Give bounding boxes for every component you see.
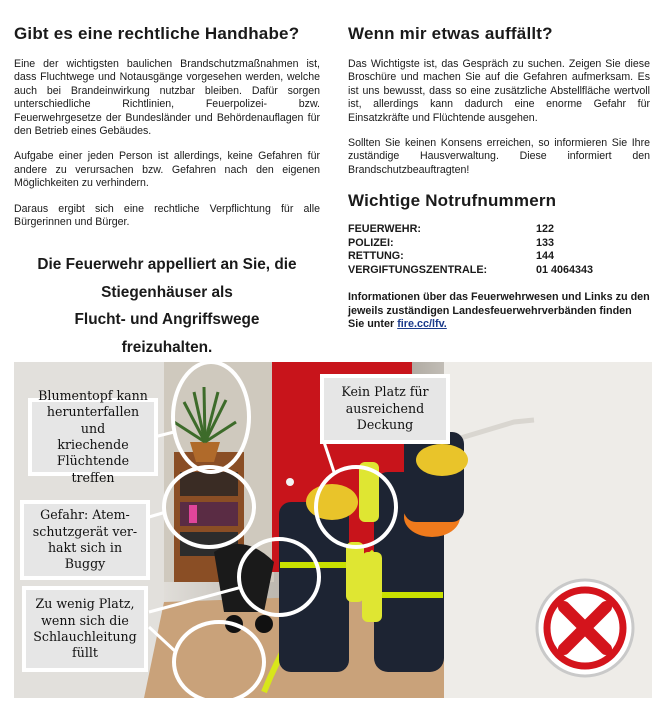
label-text: Blumentopf kann herunterfallen und kriechende Flüchtende treffen	[38, 387, 148, 485]
appeal-line: Die Feuerwehr appelliert an Sie, die	[37, 256, 297, 273]
paragraph-noticed-2: Sollten Sie keinen Konsens erreichen, so informieren Sie Ihre zuständige Hausverwaltung. Diese informiert den Brandschutzbeauftragten!	[348, 137, 650, 176]
label-text: Gefahr: Atem- schutzgerät ver- hakt sich in Buggy	[32, 507, 138, 572]
label-flowerpot	[28, 387, 158, 485]
firefighter-body	[279, 502, 349, 672]
paragraph-legal-3: Daraus ergibt sich eine rechtliche Verpflichtung für alle Bürgerinnen und Bürger.	[14, 202, 320, 229]
number-label: VERGIFTUNGSZENTRALE:	[348, 263, 488, 276]
paragraph-legal-2: Aufgabe einer jeden Person ist allerdings, keine Gefahren für andere zu verursachen bzw. Gefahren nach den eigenen Möglichkeiten zu verhindern.	[14, 150, 320, 190]
yellow-helmet	[306, 484, 358, 520]
reflective-stripe	[280, 562, 348, 568]
stairwell-photo	[14, 362, 652, 698]
pink-shoe	[189, 505, 197, 523]
prohibition-icon	[537, 580, 633, 676]
info-text	[348, 291, 650, 331]
label-no-cover	[320, 374, 450, 444]
table-row	[348, 264, 593, 278]
yellow-helmet	[416, 444, 468, 476]
appeal-line: Stiegenhäuser als	[101, 283, 233, 301]
label-text: Kein Platz für ausreichend Deckung	[341, 384, 429, 433]
appeal-line: Flucht- und Angriffswege	[74, 311, 260, 328]
reflective-stripe	[375, 592, 443, 598]
air-tank	[362, 552, 382, 622]
paragraph-noticed-1: Das Wichtigste ist, das Gespräch zu suchen. Zeigen Sie diese Broschüre und machen Sie auf die Gefahren aufmerksam. Es ist uns bewusst, dass so eine zusätzliche Abstellfläche wertvoll ist, allerdings kann dadurch eine enorme Gefahr für Einsatzkräfte und Flüchtende ausgehen.	[348, 58, 650, 124]
lfv-link[interactable]: fire.cc/lfv.	[397, 318, 447, 331]
emergency-numbers-table	[348, 223, 593, 277]
buggy	[214, 544, 274, 612]
number-value: 01 4064343	[536, 263, 594, 276]
shelf-compartment	[180, 472, 238, 496]
appeal-line: freizuhalten.	[121, 338, 213, 356]
shelf-compartment	[180, 502, 238, 526]
label-buggy	[20, 500, 150, 580]
number-label: POLIZEI:	[348, 236, 394, 249]
appeal-text	[14, 251, 320, 361]
number-value: 133	[536, 236, 555, 249]
buggy-wheel	[255, 615, 273, 633]
left-column	[14, 24, 320, 241]
number-label: RETTUNG:	[348, 250, 404, 263]
number-value: 144	[536, 250, 555, 263]
table-row	[348, 250, 593, 264]
heading-noticed: Wenn mir etwas auffällt?	[348, 24, 553, 43]
right-column	[348, 24, 650, 331]
label-text: Zu wenig Platz, wenn sich die Schlauchleitung füllt	[33, 596, 137, 661]
number-label: FEUERWEHR:	[348, 223, 421, 236]
heading-emergency-numbers: Wichtige Notrufnummern	[348, 191, 557, 211]
air-tank	[346, 542, 364, 602]
number-value: 122	[536, 223, 555, 236]
table-row	[348, 237, 593, 251]
door-handle	[286, 478, 294, 486]
info-sentence: Informationen über das Feuerwehrwesen und Links zu den jeweils zuständigen Landesfeuerwehrverbänden finden Sie unter	[348, 291, 650, 331]
paragraph-legal-1: Eine der wichtigsten baulichen Brandschutzmaßnahmen ist, dass Fluchtwege und Notausgänge vorgesehen werden, welche auch bei Brandeinwirkung nutzbar bleiben. Dafür sorgen unterschiedliche Richtlinien, Feuerpolizei- bzw. Feuerwehrgesetze der Bundesländer und Behördenauflagen für den Betrieb eines Gebäudes.	[14, 58, 320, 138]
table-row	[348, 223, 593, 237]
label-hose	[22, 586, 148, 672]
heading-legal: Gibt es eine rechtliche Handhabe?	[14, 24, 300, 43]
